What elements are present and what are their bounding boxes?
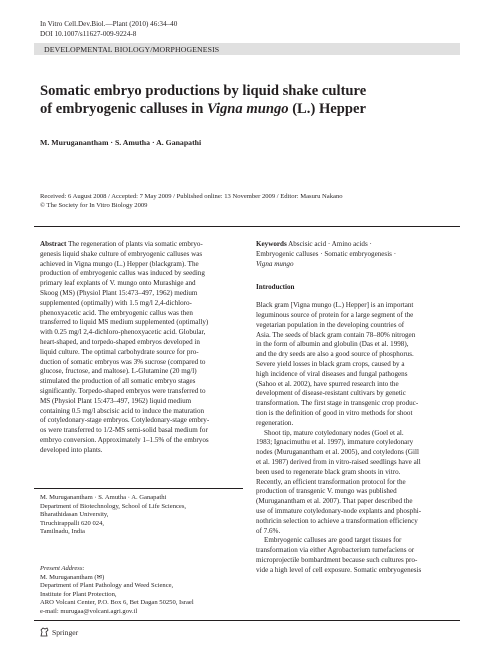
present-address-label: Present Address: (40, 565, 85, 572)
abstract-line: heart-shaped, and torpedo-shaped embryos developed in (40, 337, 200, 346)
intro-line: Recently, an efficient transformation protocol for the (256, 477, 406, 486)
affiliation-line: Tiruchirappalli 620 024, (40, 519, 105, 527)
abstract-line: os were transferred to 1/2-MS semi-solid basal medium for (40, 426, 208, 435)
intro-line: development of disease-resistant cultivars by genetic (256, 389, 406, 398)
abstract (40, 240, 243, 456)
present-address (40, 565, 243, 616)
intro-line: nothricin selection to achieve a transformation efficiency (256, 516, 418, 525)
title-text: (L.) Hepper (288, 100, 366, 117)
intro-line: and the dry seeds are also a good source of phosphorus. (256, 350, 414, 359)
abstract-line: genesis liquid shake culture of embryogenic calluses was (40, 249, 203, 258)
intro-line: production of transgenic V. mungo was published (256, 487, 397, 496)
right-column (256, 240, 461, 576)
intro-line: of 7.6%. (256, 526, 281, 535)
affiliation-line: Tamilnadu, India (40, 528, 85, 535)
intro-line: Black gram [Vigna mungo (L.) Hepper] is an important (256, 301, 414, 310)
keywords-line (256, 240, 461, 250)
abstract-line: supplemented (optimally) with 1.5 mg/l 2,4-dichloro- (40, 298, 192, 307)
keywords-text: Abscisic acid · Amino acids · (288, 240, 372, 248)
abstract-line: phenoxyacetic acid. The embryogenic callus was then (40, 308, 193, 317)
title-species: Vigna mungo (207, 100, 289, 117)
intro-line: Asia. The seeds of black gram contain 78–80% nitrogen (256, 330, 416, 339)
intro-line: (Muruganantham et al. 2007). That paper described the (256, 497, 413, 506)
section-label: DEVELOPMENTAL BIOLOGY/MORPHOGENESIS (44, 45, 220, 54)
spacer (256, 293, 461, 301)
abstract-line: stimulated the production of all somatic embryo stages (40, 377, 196, 386)
address-line: Institute for Plant Protection, (40, 590, 117, 598)
address-line: Department of Plant Pathology and Weed Science, (40, 582, 174, 589)
intro-line: vegetarian population in the developing countries of (256, 320, 405, 329)
intro-line: regeneration. (256, 418, 294, 427)
article-title (40, 83, 460, 118)
affiliation-line: M. Muruganantham · S. Amutha · A. Ganapathi (40, 494, 167, 501)
intro-line: nodes (Muruganantham et al. 2005), and cotyledons (Gill (256, 448, 419, 457)
intro-line: (Sahoo et al. 2002), have spurred research into the (256, 379, 399, 388)
copyright: © The Society for In Vitro Biology 2009 (40, 201, 148, 209)
intro-line: Shoot tip, mature cotyledonary nodes (Goel et al. (264, 428, 404, 437)
springer-horse-icon (40, 627, 49, 637)
intro-line: tion is the definition of good in vitro methods for shoot (256, 408, 413, 417)
abstract-text: The regeneration of plants via somatic embryo- (68, 240, 203, 248)
abstract-line: of cotyledonary-stage embryos. Cotyledonary-stage embry- (40, 416, 210, 425)
doi-line: DOI 10.1007/s11627-009-9224-8 (40, 29, 137, 38)
abstract-line: glucose, fructose, and maltose). L-Glutamine (20 mg/l) (40, 367, 197, 376)
intro-line: 1983; Ignacimuthu et al. 1997), immature cotyledonary (256, 438, 414, 447)
intro-line: Severe yield losses in black gram crops, caused by a (256, 359, 405, 368)
abstract-line (40, 240, 243, 250)
publisher-logo (40, 627, 78, 637)
author-list: M. Muruganantham · S. Amutha · A. Ganapathi (40, 138, 202, 147)
abstract-line: Skoog (MS) (Physiol Plant 15:473–497, 1962) medium (40, 288, 198, 297)
divider (34, 620, 460, 621)
abstract-line: achieved in Vigna mungo (L.) Hepper (blackgram). The (40, 259, 199, 268)
keywords-label: Keywords (256, 240, 287, 248)
intro-line: transformation. The first stage in transgenic crop produc- (256, 399, 419, 408)
intro-line: use of immature cotyledonary-node explants and phosphi- (256, 506, 422, 515)
affiliation-line: Bharathidasan University, (40, 511, 109, 518)
intro-line: leguminous source of protein for a large segment of the (256, 310, 414, 319)
abstract-line: duction of somatic embryos was 3% sucrose (compared to (40, 357, 206, 366)
introduction-heading: Introduction (256, 283, 295, 292)
intro-line: in the form of albumin and globulin (Das et al. 1998), (256, 340, 409, 349)
email-link[interactable]: e-mail: murugaa@volcani.agri.gov.il (40, 607, 138, 615)
title-line-2 (40, 101, 460, 119)
spacer (256, 269, 461, 283)
address-line: M. Muruganantham (✉) (40, 573, 105, 581)
abstract-line: primary leaf explants of V. mungo onto Murashige and (40, 279, 196, 288)
abstract-line: transferred to liquid MS medium supplemented (optimally) (40, 318, 209, 327)
publisher-name: Springer (52, 627, 79, 637)
publication-history (40, 193, 343, 210)
intro-line: transformation via either Agrobacterium tumefaciens or (256, 546, 415, 555)
affiliation-line: Department of Biotechnology, School of Life Sciences, (40, 502, 187, 510)
intro-line: et al. 1987) derived from in vitro-raised seedlings have all (256, 457, 421, 466)
abstract-label: Abstract (40, 240, 67, 248)
journal-line: In Vitro Cell.Dev.Biol.—Plant (2010) 46:34–40 (40, 20, 178, 28)
title-text: of embryogenic calluses in (40, 100, 208, 117)
abstract-line: with 0.25 mg/l 2,4-dichloro-phenoxyacetic acid. Globular, (40, 328, 206, 337)
abstract-line: MS (Physiol Plant 15:473–497, 1962) liquid medium (40, 396, 192, 405)
abstract-line: liquid culture. The optimal carbohydrate source for pro- (40, 347, 199, 356)
divider (34, 488, 243, 489)
abstract-line: developed into plants. (40, 445, 103, 454)
intro-line: vide a high level of cell exposure. Somatic embryogenesis (256, 565, 422, 574)
abstract-line: containing 0.5 mg/l abscisic acid to induce the maturation (40, 406, 205, 415)
title-line-1: Somatic embryo productions by liquid shake culture (40, 83, 367, 99)
intro-line: Embryogenic calluses are good target tissues for (264, 536, 402, 545)
journal-citation (40, 20, 177, 39)
intro-line: microprojectile bombardment because such cultures pro- (256, 555, 418, 564)
divider (34, 226, 460, 227)
keywords-line: Embryogenic calluses · Somatic embryogenesis · (256, 249, 397, 258)
address-line: ARO Volcani Center, P.O. Box 6, Bet Dagan 50250, Israel (40, 599, 194, 606)
keywords-line: Vigna mungo (256, 259, 294, 268)
history-dates: Received: 6 August 2008 / Accepted: 7 May 2009 / Published online: 13 November 2009 / Editor: Masuru Nakano (40, 193, 343, 200)
intro-line: high incidence of viral diseases and fungal pathogens (256, 369, 408, 378)
abstract-line: significantly. Torpedo-shaped embryos were transferred to (40, 386, 206, 395)
affiliation (40, 494, 243, 537)
abstract-line: production of embryogenic callus was induced by seeding (40, 269, 205, 278)
abstract-line: embryo conversion. Approximately 1–1.5% of the embryos (40, 435, 209, 444)
intro-line: been used to regenerate black gram shoots in vitro. (256, 467, 401, 476)
